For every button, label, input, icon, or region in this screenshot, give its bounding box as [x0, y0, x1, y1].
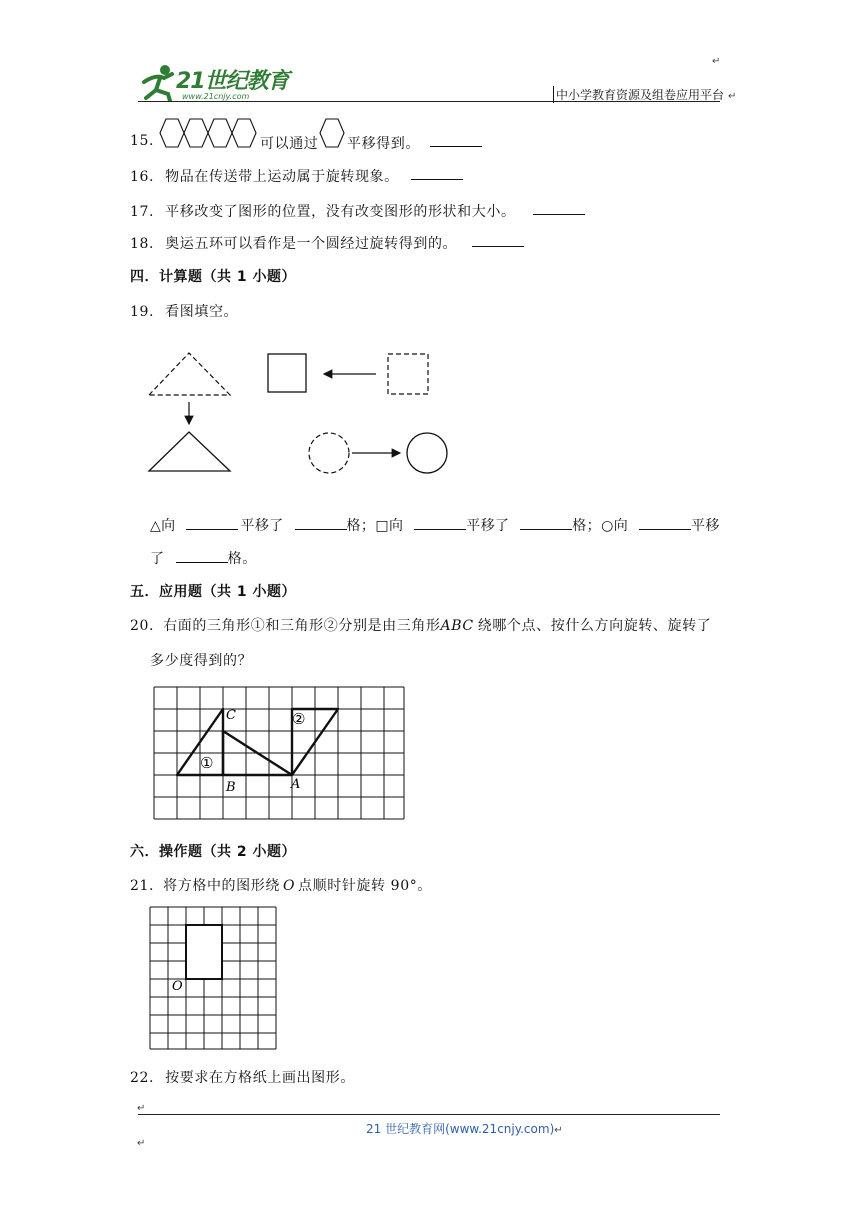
rotation-o-grid-figure: [146, 903, 280, 1051]
question-text-b: 绕哪个点、按什么方向旋转、旋转了: [477, 618, 712, 634]
question-22: [130, 1067, 355, 1087]
question-text: 奥运五环可以看作是一个圆经过旋转得到的。: [165, 236, 458, 252]
question-number: 16.: [130, 169, 155, 185]
le-label: 了: [150, 551, 165, 567]
rotation-grid-figure: [150, 683, 410, 825]
section-heading-4: 四．计算题（共 1 小题）: [130, 269, 296, 285]
rotation-shape: [186, 925, 222, 979]
o-label-inline: O: [282, 878, 296, 894]
hexagon-row-icon: [158, 116, 262, 150]
translation-figure: [140, 340, 460, 485]
question-text: 按要求在方格纸上画出图形。: [165, 1070, 355, 1086]
question-number: 19.: [130, 304, 155, 320]
q15-text-a: 可以通过: [260, 136, 319, 152]
q16-answer-blank[interactable]: [411, 167, 463, 180]
abc-label: ABC: [440, 618, 474, 634]
q15-answer-blank[interactable]: [430, 134, 482, 147]
question-number: 22.: [130, 1070, 155, 1086]
footer-return-mark-bottom: ↵: [137, 1138, 146, 1149]
dashed-triangle: [149, 353, 230, 395]
question-17: [130, 201, 516, 221]
header-return-mark-top: ↵: [712, 56, 721, 67]
circ-direction-blank[interactable]: [639, 517, 691, 530]
label-o: O: [172, 979, 183, 994]
q18-answer-blank[interactable]: [472, 234, 524, 247]
question-21: [130, 875, 432, 895]
q19-fill-line-1: [150, 515, 720, 535]
footer-site-text: 21 世纪教育网(www.21cnjy.com): [366, 1122, 555, 1136]
label-two: ②: [292, 710, 306, 728]
question-text-b: 点顺时针旋转 90°。: [298, 878, 432, 894]
question-15: [130, 133, 154, 149]
question-16: [130, 166, 399, 186]
sq-direction-label: □向: [375, 518, 404, 534]
dashed-circle: [309, 433, 349, 473]
label-c: C: [226, 708, 236, 723]
sq-grid-label: 格；: [572, 518, 602, 534]
page-header: [0, 0, 860, 110]
header-rule: [138, 101, 720, 102]
logo-text: 21世纪教育: [176, 69, 289, 94]
platform-label-text: 中小学教育资源及组卷应用平台: [556, 88, 725, 102]
question-18: [130, 233, 457, 253]
sq-moved-label: 平移了: [466, 518, 510, 534]
footer-site-return: ↵: [554, 1125, 563, 1136]
question-number: 18.: [130, 236, 155, 252]
footer-rule: [138, 1114, 720, 1115]
circ-grid-blank[interactable]: [176, 550, 228, 563]
solid-circle: [407, 433, 447, 473]
question-number: 17.: [130, 204, 155, 220]
q19-fill-line-2: [150, 548, 257, 568]
solid-triangle: [149, 432, 230, 471]
sq-direction-blank[interactable]: [414, 517, 466, 530]
logo-url: www.21cnjy.com: [182, 92, 250, 101]
question-20: [130, 615, 711, 635]
label-one: ①: [200, 754, 214, 772]
section-heading-6: 六．操作题（共 2 小题）: [130, 844, 296, 860]
logo-runner-icon: [138, 64, 178, 102]
question-20-cont: 多少度得到的？: [150, 653, 253, 669]
footer-return-mark-top: ↵: [137, 1103, 146, 1114]
sq-grid-blank[interactable]: [520, 517, 572, 530]
platform-return-mark: ↵: [728, 91, 737, 102]
label-b: B: [226, 780, 236, 795]
tri-direction-label: △向: [150, 518, 176, 534]
q17-answer-blank[interactable]: [533, 202, 585, 215]
tri-grid-blank[interactable]: [295, 517, 347, 530]
question-text-a: 右面的三角形①和三角形②分别是由三角形: [163, 618, 441, 634]
tri-direction-blank[interactable]: [186, 517, 238, 530]
question-text: 看图填空。: [165, 304, 239, 320]
circ-grid-label: 格。: [227, 551, 257, 567]
question-number: 21.: [130, 878, 155, 894]
q15-text-b: 平移得到。: [347, 136, 420, 152]
circ-moved-label: 平移: [690, 518, 720, 534]
footer-site: [366, 1120, 563, 1137]
dashed-square: [388, 354, 428, 394]
question-text: 物品在传送带上运动属于旋转现象。: [165, 169, 399, 185]
hexagon-single-icon: [318, 116, 348, 150]
question-number: 15.: [130, 133, 155, 149]
circ-direction-label: ○向: [601, 518, 629, 534]
section-heading-5: 五．应用题（共 1 小题）: [130, 584, 296, 600]
label-a: A: [291, 777, 301, 792]
tri-grid-label: 格；: [346, 518, 376, 534]
question-19: [130, 301, 238, 321]
tri-moved-label: 平移了: [240, 518, 284, 534]
question-text: 平移改变了图形的位置，没有改变图形的形状和大小。: [165, 204, 516, 220]
question-text-a: 将方格中的图形绕: [163, 878, 280, 894]
solid-square: [268, 354, 306, 392]
question-number: 20.: [130, 618, 155, 634]
